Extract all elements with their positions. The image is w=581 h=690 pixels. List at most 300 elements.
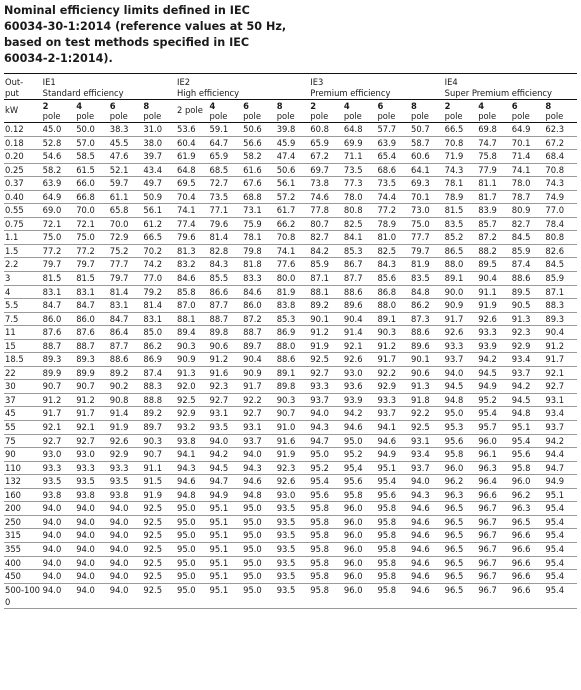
efficiency-cell: 67.2 [544,136,577,150]
efficiency-cell: 75.0 [42,231,76,245]
efficiency-cell: 86.8 [376,285,410,299]
efficiency-cell: 93.8 [176,434,209,448]
efficiency-cell: 77.1 [209,204,243,218]
efficiency-cell: 50.6 [242,123,276,137]
efficiency-cell: 88.6 [410,326,444,340]
efficiency-cell: 90.9 [176,353,209,367]
output-kw-cell: 0.75 [4,217,42,231]
efficiency-cell: 94.8 [444,393,478,407]
efficiency-cell: 94.6 [410,583,444,608]
efficiency-cell: 86.0 [42,312,76,326]
table-row [4,475,577,489]
output-kw-cell: 0.40 [4,190,42,204]
pole-word: pole [545,111,564,121]
pole-word: pole [478,111,497,121]
efficiency-cell: 84.3 [376,258,410,272]
efficiency-cell: 96.0 [343,529,377,543]
output-kw-cell: 2.2 [4,258,42,272]
table-row [4,326,577,340]
pole-header-cell [109,100,143,123]
ie3-code: IE3 [310,77,324,87]
efficiency-cell: 70.8 [444,136,478,150]
efficiency-cell: 88.1 [309,285,343,299]
output-kw-cell: 4 [4,285,42,299]
efficiency-cell: 69.8 [477,123,511,137]
efficiency-cell: 82.7 [309,231,343,245]
efficiency-cell: 96.2 [444,475,478,489]
efficiency-cell: 89.7 [142,421,176,435]
pole-number: 6 [511,101,518,111]
pole-word: pole [444,111,463,121]
output-kw-cell: 22 [4,366,42,380]
efficiency-cell: 95.6 [376,488,410,502]
efficiency-cell: 90.0 [444,285,478,299]
efficiency-cell: 63.9 [42,177,76,191]
efficiency-cell: 88.1 [176,312,209,326]
pole-header-cell [444,100,478,123]
efficiency-cell: 86.6 [209,285,243,299]
efficiency-cell: 95.4 [544,570,577,584]
efficiency-cell: 87.7 [209,299,243,313]
efficiency-cell: 92.1 [544,366,577,380]
efficiency-cell: 84.5 [544,258,577,272]
efficiency-cell: 92.2 [242,393,276,407]
table-row [4,353,577,367]
efficiency-cell: 92.1 [75,421,109,435]
efficiency-cell: 95.0 [176,570,209,584]
efficiency-cell: 96.2 [511,488,545,502]
efficiency-cell: 64.9 [511,123,545,137]
efficiency-cell: 94.0 [42,502,76,516]
efficiency-cell: 56.6 [242,136,276,150]
efficiency-cell: 90.7 [276,407,310,421]
efficiency-cell: 91.9 [309,339,343,353]
efficiency-cell: 95.8 [376,570,410,584]
efficiency-cell: 61.6 [242,163,276,177]
efficiency-cell: 96.3 [444,488,478,502]
efficiency-cell: 86.9 [142,353,176,367]
efficiency-cell: 93.5 [276,556,310,570]
table-row [4,244,577,258]
efficiency-cell: 91.7 [242,380,276,394]
efficiency-cell: 94.0 [42,542,76,556]
pole-header-cell [410,100,444,123]
pole-header-cell [209,100,243,123]
efficiency-cell: 78.7 [511,190,545,204]
efficiency-cell: 60.6 [410,150,444,164]
efficiency-cell: 91.2 [209,353,243,367]
efficiency-cell: 95.8 [309,529,343,543]
efficiency-cell: 94.5 [511,393,545,407]
efficiency-cell: 88.6 [511,272,545,286]
efficiency-cell: 90.3 [142,434,176,448]
output-kw-cell: 355 [4,542,42,556]
efficiency-cell: 74.1 [176,204,209,218]
table-row [4,217,577,231]
efficiency-cell: 94.9 [477,380,511,394]
efficiency-cell: 89.2 [109,366,143,380]
table-row [4,150,577,164]
efficiency-cell: 66.0 [75,177,109,191]
efficiency-cell: 94.6 [242,475,276,489]
efficiency-cell: 90.3 [376,326,410,340]
efficiency-cell: 67.6 [242,177,276,191]
efficiency-cell: 83.8 [276,299,310,313]
efficiency-cell: 92.5 [142,529,176,543]
efficiency-cell: 94.1 [176,448,209,462]
efficiency-cell: 96.0 [444,461,478,475]
pole-header-cell [343,100,377,123]
efficiency-cell: 90.6 [410,366,444,380]
efficiency-cell: 43.4 [142,163,176,177]
efficiency-cell: 96.0 [343,570,377,584]
efficiency-cell: 81.4 [109,285,143,299]
efficiency-cell: 95.0 [444,407,478,421]
table-row [4,448,577,462]
efficiency-cell: 93.5 [75,475,109,489]
efficiency-cell: 73.1 [242,204,276,218]
efficiency-cell: 64.1 [410,163,444,177]
efficiency-cell: 93.5 [276,502,310,516]
efficiency-cell: 94.2 [343,407,377,421]
efficiency-cell: 70.4 [176,190,209,204]
efficiency-cell: 88.7 [75,339,109,353]
efficiency-cell: 94.3 [309,421,343,435]
efficiency-cell: 95.4 [544,515,577,529]
ie4-code: IE4 [444,77,458,87]
efficiency-cell: 92.7 [42,434,76,448]
efficiency-cell: 83.5 [410,272,444,286]
efficiency-cell: 78.4 [544,217,577,231]
efficiency-cell: 93.3 [75,461,109,475]
efficiency-cell: 95.6 [444,434,478,448]
efficiency-cell: 79.6 [176,231,209,245]
efficiency-cell: 83.3 [242,272,276,286]
efficiency-cell: 75.8 [477,150,511,164]
efficiency-cell: 50.6 [276,163,310,177]
efficiency-cell: 95.8 [309,542,343,556]
efficiency-cell: 89.3 [42,353,76,367]
table-row [4,204,577,218]
efficiency-cell: 80.7 [309,217,343,231]
efficiency-cell: 94.3 [242,461,276,475]
efficiency-cell: 94.6 [410,502,444,516]
table-row [4,366,577,380]
efficiency-cell: 85.8 [176,285,209,299]
output-kw-cell: 500-1000 [5,584,40,607]
efficiency-cell: 89.2 [142,407,176,421]
efficiency-cell: 90.7 [42,380,76,394]
efficiency-cell: 95.4 [544,502,577,516]
efficiency-cell: 94.0 [75,502,109,516]
pole-number: 2 [42,101,49,111]
efficiency-cell: 96.5 [444,583,478,608]
efficiency-cell: 93.1 [544,393,577,407]
efficiency-cell: 91.4 [343,326,377,340]
efficiency-cell: 89.5 [511,285,545,299]
efficiency-cell: 81.9 [410,258,444,272]
pole-word: pole [310,111,329,121]
efficiency-cell: 78.0 [343,190,377,204]
efficiency-cell: 61.2 [142,217,176,231]
efficiency-cell: 90.9 [444,299,478,313]
efficiency-cell: 91.3 [511,312,545,326]
efficiency-cell: 95.0 [242,583,276,608]
table-row [4,136,577,150]
efficiency-cell: 75.0 [410,217,444,231]
efficiency-cell: 92.9 [176,407,209,421]
efficiency-cell: 80.9 [511,204,545,218]
efficiency-cell: 92.7 [242,407,276,421]
efficiency-cell: 91.9 [276,448,310,462]
efficiency-cell: 50.7 [410,123,444,137]
efficiency-cell: 82.5 [376,244,410,258]
table-row [4,407,577,421]
table-row [4,339,577,353]
efficiency-cell: 89.6 [410,339,444,353]
efficiency-cell: 77.2 [376,204,410,218]
efficiency-cell: 93.1 [242,421,276,435]
efficiency-cell: 85.7 [477,217,511,231]
output-kw-cell: 11 [4,326,42,340]
efficiency-cell: 92.5 [142,583,176,608]
efficiency-cell: 87.4 [142,366,176,380]
efficiency-cell: 88.6 [109,353,143,367]
efficiency-cell: 92.2 [376,366,410,380]
efficiency-cell: 58.2 [242,150,276,164]
efficiency-cell: 89.6 [343,299,377,313]
efficiency-cell: 91.7 [42,407,76,421]
efficiency-cell: 69.9 [343,136,377,150]
efficiency-cell: 94.0 [75,556,109,570]
efficiency-cell: 62.3 [544,123,577,137]
efficiency-cell: 74.6 [309,190,343,204]
efficiency-cell: 93.8 [42,488,76,502]
efficiency-cell: 86.2 [142,339,176,353]
efficiency-cell: 89.8 [276,380,310,394]
efficiency-cell: 92.6 [444,326,478,340]
efficiency-cell: 64.9 [42,190,76,204]
efficiency-cell: 84.5 [511,231,545,245]
efficiency-cell: 69.5 [176,177,209,191]
pole-header-cell [376,100,410,123]
efficiency-cell: 91.2 [42,393,76,407]
efficiency-cell: 61.5 [75,163,109,177]
efficiency-cell: 89.7 [242,339,276,353]
efficiency-cell: 93.0 [75,448,109,462]
pole-header-row [4,100,577,123]
efficiency-cell: 39.7 [142,150,176,164]
efficiency-cell: 88.6 [276,353,310,367]
efficiency-cell: 93.3 [444,339,478,353]
efficiency-cell: 58.2 [42,163,76,177]
efficiency-cell: 77.2 [42,244,76,258]
efficiency-cell: 84.2 [309,244,343,258]
efficiency-cell: 90.7 [142,448,176,462]
efficiency-cell: 90.1 [410,353,444,367]
document [4,3,577,609]
efficiency-cell: 91.0 [276,421,310,435]
efficiency-cell: 92.3 [276,461,310,475]
efficiency-cell: 81.7 [477,190,511,204]
efficiency-cell: 85.3 [276,312,310,326]
efficiency-cell: 91.7 [444,312,478,326]
efficiency-cell: 92.7 [544,380,577,394]
efficiency-cell: 88.0 [376,299,410,313]
efficiency-cell: 86.7 [343,258,377,272]
efficiency-cell: 89.5 [477,258,511,272]
efficiency-cell: 94.8 [176,488,209,502]
efficiency-cell: 87.2 [242,312,276,326]
output-kw-cell: 0.37 [4,177,42,191]
efficiency-cell: 79.7 [109,272,143,286]
efficiency-cell: 52.8 [42,136,76,150]
efficiency-cell: 94.0 [42,515,76,529]
efficiency-cell: 95.8 [309,583,343,608]
efficiency-cell: 86.9 [276,326,310,340]
pole-header-cell [511,100,545,123]
efficiency-cell: 95.7 [477,421,511,435]
efficiency-cell: 92.1 [42,421,76,435]
efficiency-cell: 56.1 [142,204,176,218]
efficiency-cell: 94.6 [410,570,444,584]
efficiency-cell: 94.0 [75,583,109,608]
efficiency-cell: 54.6 [42,150,76,164]
efficiency-cell: 92.2 [410,407,444,421]
efficiency-cell: 50.9 [142,190,176,204]
output-kw-cell: 5.5 [4,299,42,313]
efficiency-cell: 82.7 [511,217,545,231]
efficiency-cell: 89.8 [209,326,243,340]
efficiency-cell: 53.6 [176,123,209,137]
efficiency-cell: 57.7 [376,123,410,137]
efficiency-cell: 88.3 [544,299,577,313]
efficiency-cell: 75.0 [75,231,109,245]
efficiency-cell: 94.7 [309,434,343,448]
efficiency-cell: 96.0 [477,434,511,448]
efficiency-cell: 91.3 [410,380,444,394]
efficiency-cell: 95.8 [309,556,343,570]
efficiency-cell: 93.7 [544,421,577,435]
efficiency-cell: 66.8 [75,190,109,204]
efficiency-cell: 92.5 [142,556,176,570]
efficiency-cell: 93.4 [544,407,577,421]
efficiency-cell: 50.0 [75,123,109,137]
efficiency-cell: 94.0 [444,366,478,380]
efficiency-cell: 95.0 [309,448,343,462]
efficiency-cell: 58.5 [75,150,109,164]
efficiency-cell: 96.7 [477,556,511,570]
efficiency-cell: 91.1 [477,285,511,299]
efficiency-cell: 69.7 [309,163,343,177]
efficiency-cell: 69.3 [410,177,444,191]
ie1-name: Standard efficiency [42,88,124,98]
pole-number: 8 [276,101,283,111]
efficiency-cell: 77.0 [142,272,176,286]
output-kw-cell: 3 [4,272,42,286]
efficiency-cell: 96.6 [511,570,545,584]
efficiency-cell: 88.7 [209,312,243,326]
efficiency-cell: 95.8 [309,515,343,529]
efficiency-cell: 85.9 [544,272,577,286]
efficiency-cell: 95.0 [176,515,209,529]
unit-header: kW [4,100,42,123]
efficiency-cell: 87.0 [176,299,209,313]
efficiency-cell: 91.7 [544,353,577,367]
efficiency-cell: 96.4 [477,475,511,489]
efficiency-cell: 92.9 [109,448,143,462]
efficiency-cell: 94.6 [410,556,444,570]
output-kw-cell: 75 [4,434,42,448]
efficiency-cell: 91.2 [75,393,109,407]
output-kw-cell: 90 [4,448,42,462]
pole-number: 2 [310,101,317,111]
efficiency-cell: 93.5 [276,583,310,608]
efficiency-cell: 84.7 [42,299,76,313]
pole-header-cell [276,100,310,123]
efficiency-cell: 94.7 [209,475,243,489]
efficiency-cell: 94.0 [75,515,109,529]
pole-header-cell [242,100,276,123]
efficiency-cell: 95.1 [209,542,243,556]
efficiency-cell: 89.1 [276,366,310,380]
table-row [4,570,577,584]
efficiency-cell: 45.0 [42,123,76,137]
efficiency-cell: 74.1 [276,244,310,258]
efficiency-cell: 52.1 [109,163,143,177]
efficiency-cell: 95.1 [209,583,243,608]
efficiency-cell: 61.7 [276,204,310,218]
efficiency-cell: 94.0 [109,556,143,570]
efficiency-cell: 83.9 [477,204,511,218]
output-header-2: put [4,88,42,100]
efficiency-cell: 74.1 [511,163,545,177]
efficiency-cell: 78.9 [376,217,410,231]
efficiency-cell: 96.1 [477,448,511,462]
pole-word: pole [109,111,128,121]
pole-word: pole [76,111,95,121]
efficiency-cell: 95.1 [209,502,243,516]
output-kw-cell: 1.1 [4,231,42,245]
efficiency-cell: 95.8 [343,488,377,502]
efficiency-cell: 83.5 [444,217,478,231]
output-kw-cell: 1.5 [4,244,42,258]
efficiency-cell: 92.5 [142,515,176,529]
efficiency-cell: 60.4 [176,136,209,150]
efficiency-cell: 90.4 [544,326,577,340]
efficiency-cell: 95.8 [511,461,545,475]
efficiency-cell: 88.3 [142,380,176,394]
efficiency-cell: 92.7 [309,366,343,380]
efficiency-cell: 72.9 [109,231,143,245]
efficiency-cell: 93.7 [444,353,478,367]
efficiency-cell: 81.1 [477,177,511,191]
efficiency-cell: 93.4 [410,448,444,462]
efficiency-cell: 94.5 [444,380,478,394]
efficiency-cell: 73.5 [376,177,410,191]
efficiency-cell: 65.9 [309,136,343,150]
efficiency-cell: 81.0 [376,231,410,245]
efficiency-cell: 91.6 [276,434,310,448]
efficiency-cell: 93.5 [42,475,76,489]
efficiency-cell: 96.3 [511,502,545,516]
efficiency-cell: 71.1 [343,150,377,164]
efficiency-cell: 81.5 [42,272,76,286]
efficiency-cell: 96.5 [511,515,545,529]
efficiency-cell: 85.3 [343,244,377,258]
efficiency-cell: 77.2 [75,244,109,258]
efficiency-cell: 94.6 [376,434,410,448]
